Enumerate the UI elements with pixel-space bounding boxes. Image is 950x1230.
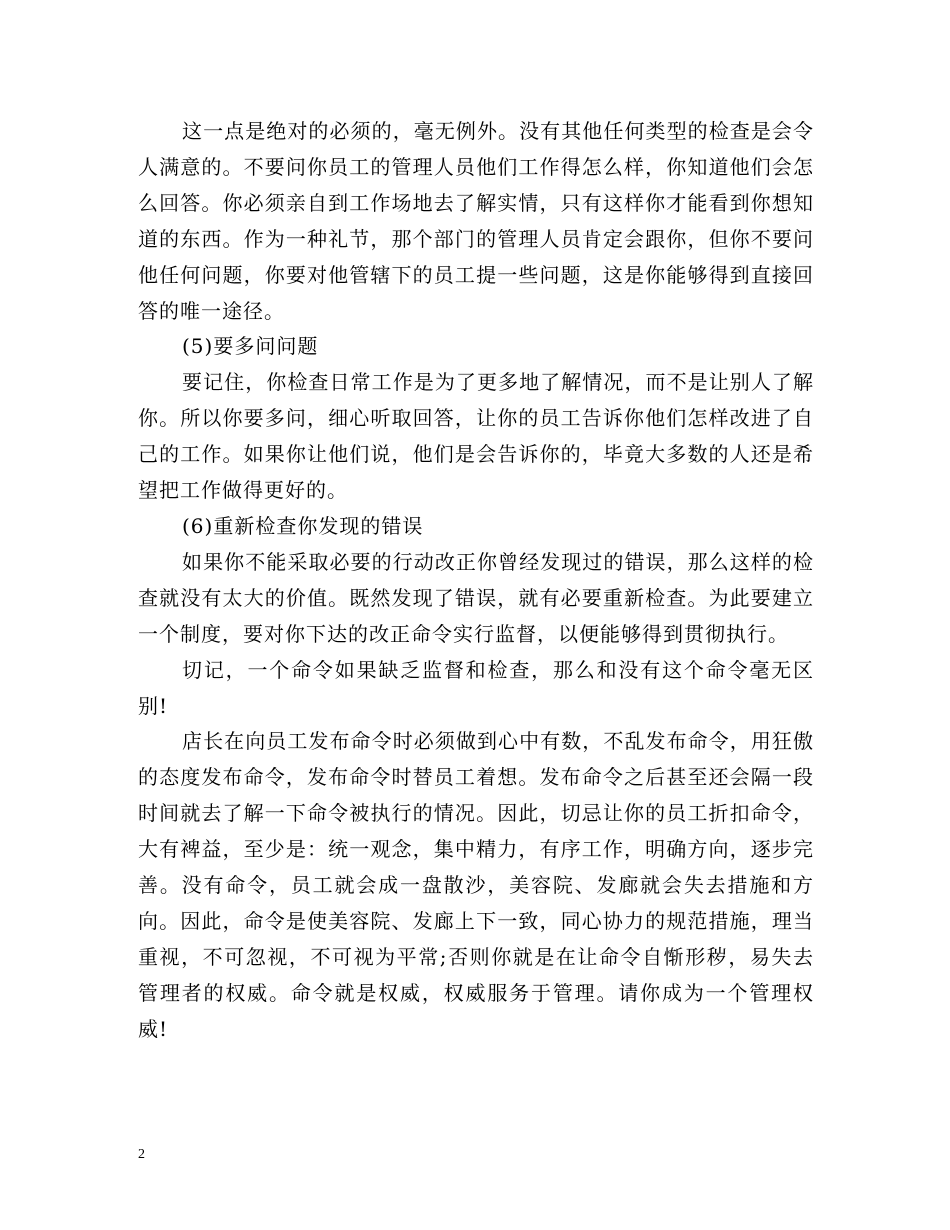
paragraph-manager-authority: 店长在向员工发布命令时必须做到心中有数，不乱发布命令，用狂傲的态度发布命令，发布命令时替员工着想。发布命令之后甚至还会隔一段时间就去了解一下命令被执行的情况。因此，切忌让你的员工折扣命令，大有裨益，至少是：统一观念，集中精力，有序工作，明确方向，逐步完善。没有命令，员工就会成一盘散沙，美容院、发廊就会失去措施和方向。因此，命令是使美容院、发廊上下一致，同心协力的规范措施，理当重视，不可忽视，不可视为平常;否则你就是在让命令自惭形秽，易失去管理者的权威。命令就是权威，权威服务于管理。请你成为一个管理权威! — [138, 729, 814, 1041]
page-number: 2 — [138, 1147, 145, 1162]
document-body — [138, 114, 814, 1048]
section-heading-ask-questions: (5)要多问问题 — [182, 334, 319, 359]
section-heading-recheck-errors: (6)重新检查你发现的错误 — [182, 513, 424, 538]
paragraph-ask-questions: 要记住，你检查日常工作是为了更多地了解情况，而不是让别人了解你。所以你要多问，细心听取回答，让你的员工告诉你他们怎样改进了自己的工作。如果你让他们说，他们是会告诉你的，毕竟大多数的人还是希望把工作做得更好的。 — [138, 370, 814, 503]
paragraph-command-supervision: 切记，一个命令如果缺乏监督和检查，那么和没有这个命令毫无区别! — [138, 657, 814, 718]
paragraph-inspection-onsite: 这一点是绝对的必须的，毫无例外。没有其他任何类型的检查是会令人满意的。不要问你员工的管理人员他们工作得怎么样，你知道他们会怎么回答。你必须亲自到工作场地去了解实情，只有这样你才能看到你想知道的东西。作为一种礼节，那个部门的管理人员肯定会跟你，但你不要问他任何问题，你要对他管辖下的员工提一些问题，这是你能够得到直接回答的唯一途径。 — [138, 119, 814, 323]
paragraph-recheck-errors: 如果你不能采取必要的行动改正你曾经发现过的错误，那么这样的检查就没有太大的价值。既然发现了错误，就有必要重新检查。为此要建立一个制度，要对你下达的改正命令实行监督，以便能够得到贯彻执行。 — [138, 549, 814, 646]
